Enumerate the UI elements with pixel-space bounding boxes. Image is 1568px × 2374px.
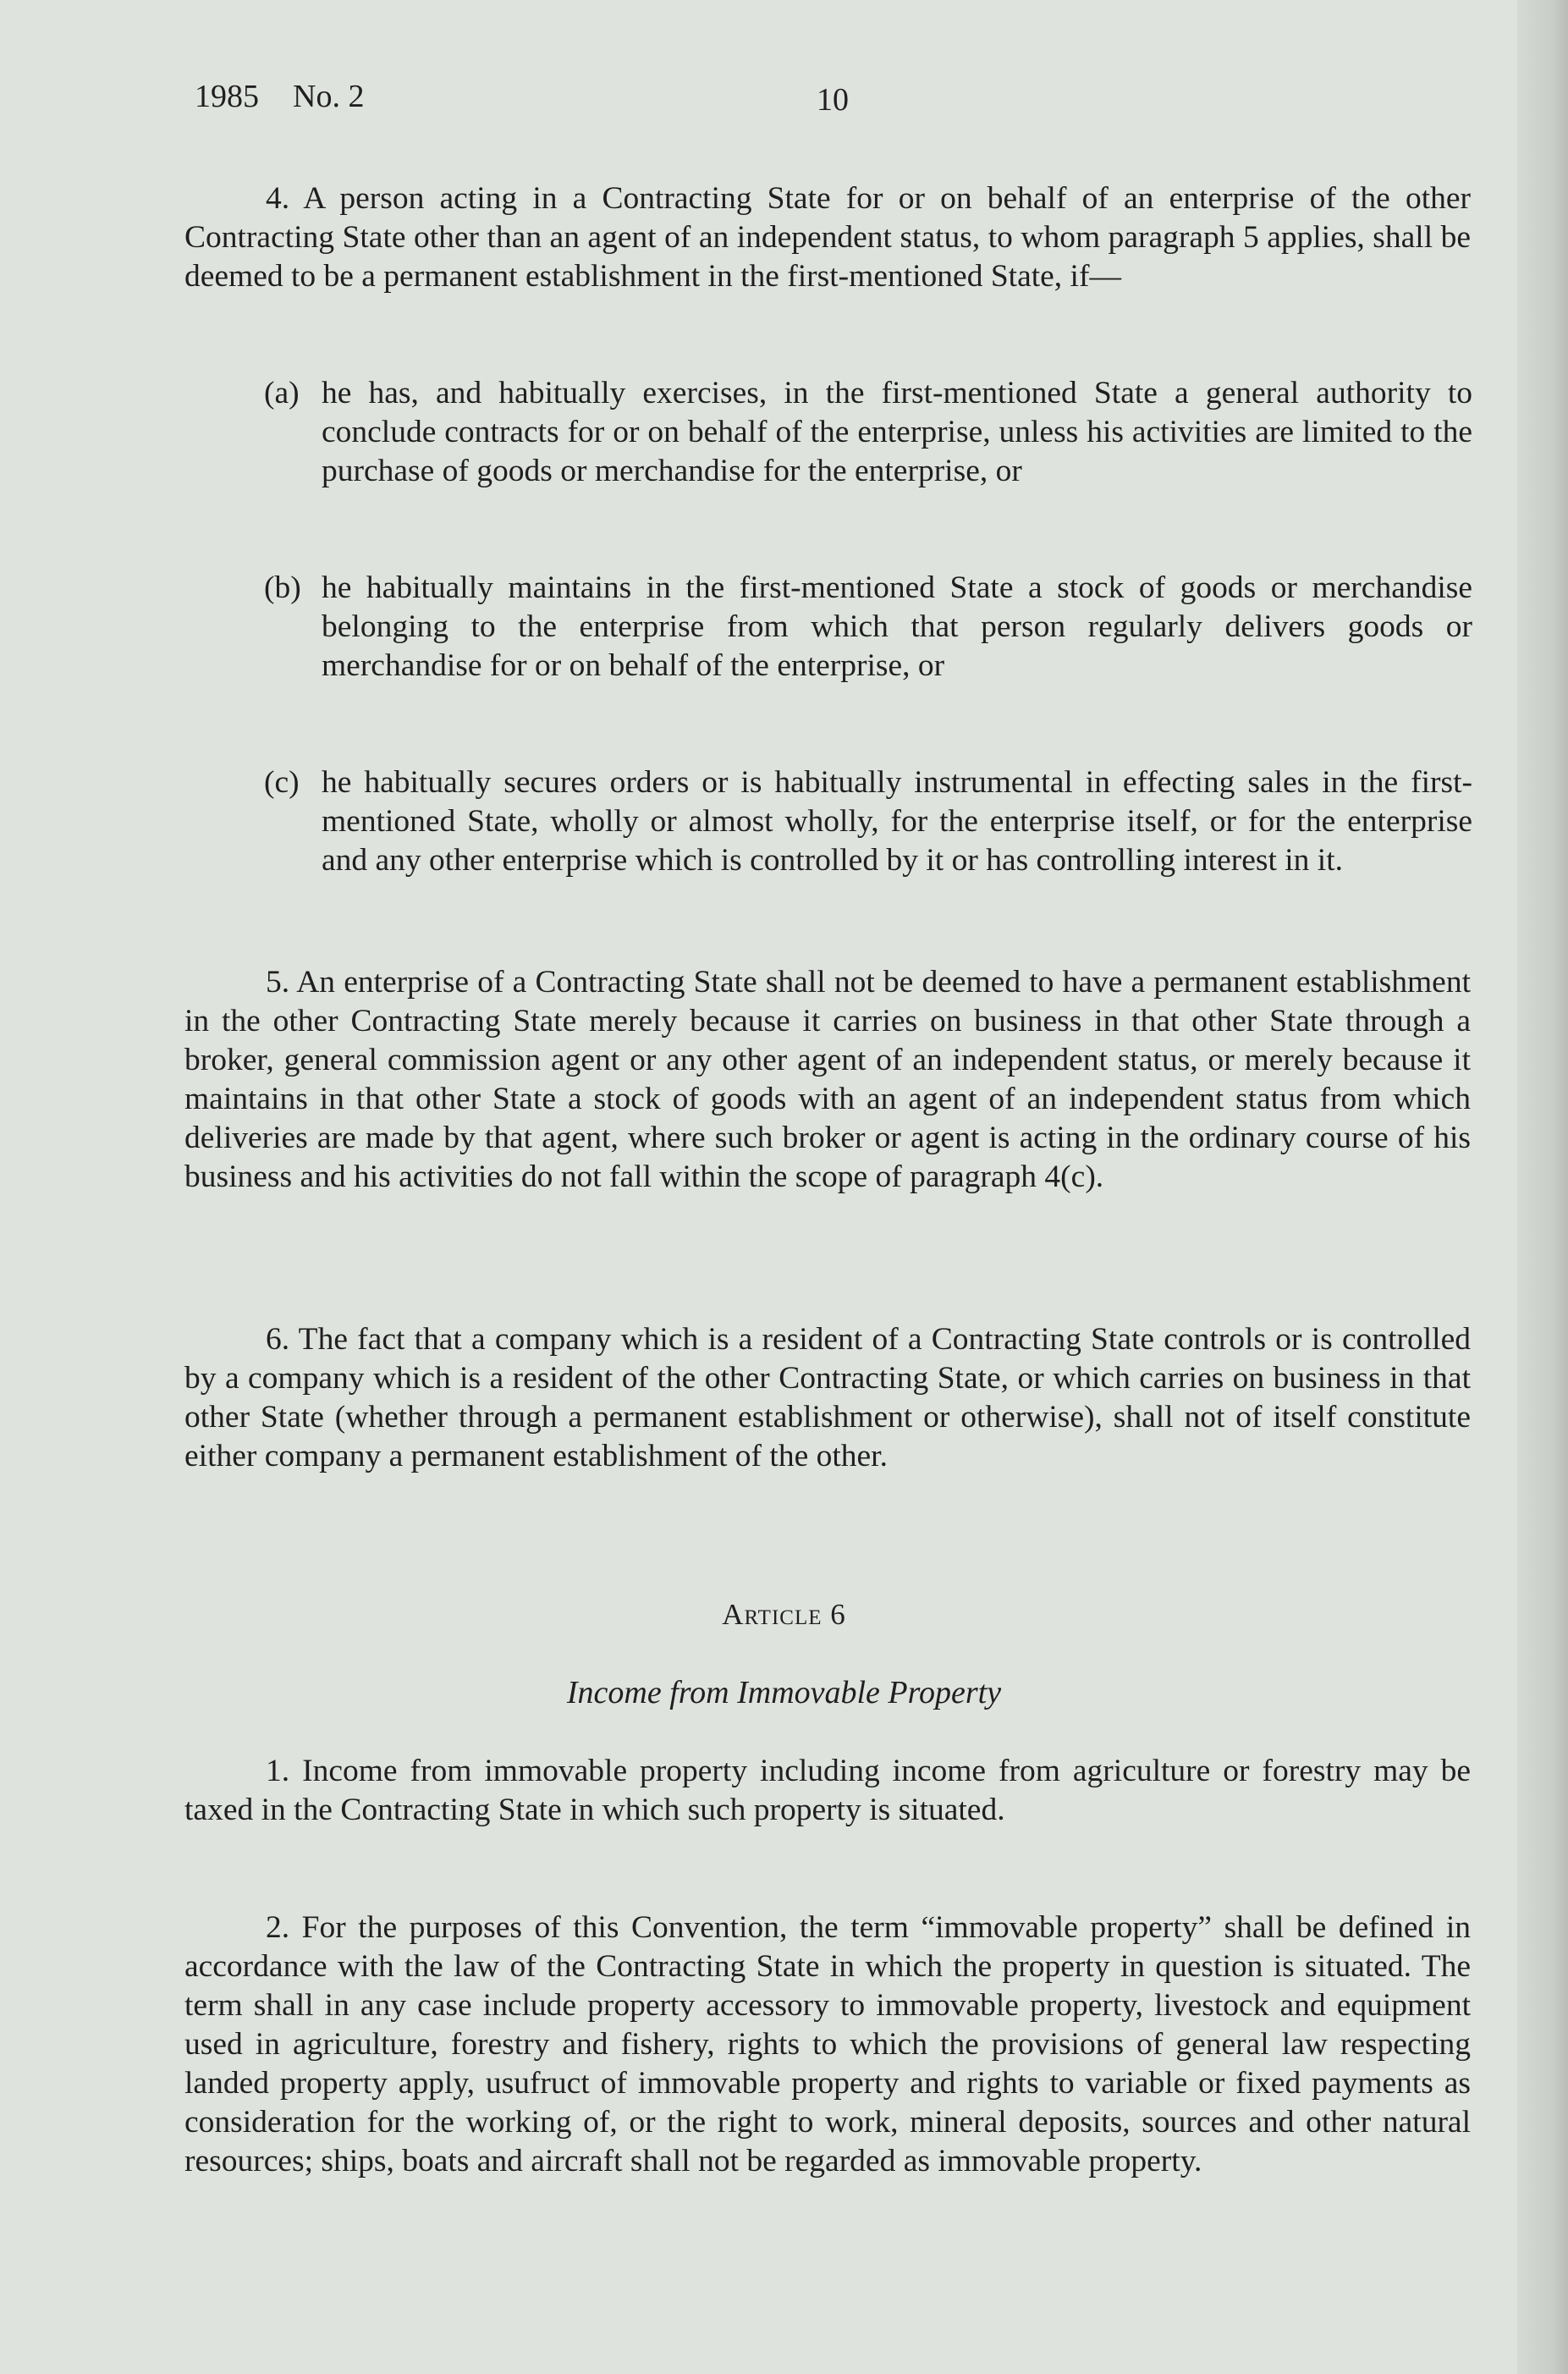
paragraph-5: 5. An enterprise of a Contracting State shall not be deemed to have a permanent establishment in the other Contracting State merely because it carries on business in that other State through a broker, general commission agent or any other agent of an independent status, or merely because it maintains in that other State a stock of goods with an agent of an independent status from which deliveries are made by that agent, where such broker or agent is acting in the ordinary course of his business and his activities do not fall within the scope of paragraph 4(c). [184,965,1471,1194]
page-number: 10 [817,82,849,118]
subparagraph-a-text: he has, and habitually exercises, in the first-mentioned State a general authority to conclude contracts for or on behalf of the enterprise, unless his activities are limited to the purchase of goods or merchandise for the enterprise, or [322,376,1472,488]
subparagraph-c [264,763,1472,880]
article-title: Income from Immovable Property [566,1675,1002,1710]
page-edge-shadow [1517,0,1568,2374]
subparagraph-b-label: (b) [264,570,301,605]
running-header [195,78,364,115]
subparagraph-b-text: he habitually maintains in the first-mentioned State a stock of goods or merchandise belonging to the enterprise from which that person regularly delivers goods or merchandise for or on behalf of the enterprise, or [322,570,1472,683]
paragraph-4: 4. A person acting in a Contracting State for or on behalf of an enterprise of the other Contracting State other than an agent of an independent status, to whom paragraph 5 applies, shall be deemed to be a permanent establishment in the first-mentioned State, if— [184,181,1471,294]
header-year: 1985 [195,79,259,114]
subparagraph-a [264,374,1472,491]
subparagraph-b [264,569,1472,686]
subparagraph-c-text: he habitually secures orders or is habitually instrumental in effecting sales in the first-mentioned State, wholly or almost wholly, for the enterprise itself, or for the enterprise and any other enterprise which is controlled by it or has controlling interest in it. [322,765,1472,878]
header-number: No. 2 [293,79,365,114]
subparagraph-c-label: (c) [264,765,300,800]
paragraph-6: 6. The fact that a company which is a resident of a Contracting State controls or is controlled by a company which is a resident of the other Contracting State, or which carries on business in that other State (whether through a permanent establishment or otherwise), shall not of itself constitute either company a permanent establishment of the other. [184,1322,1471,1473]
article-heading: Article 6 [722,1598,846,1631]
subparagraph-a-label: (a) [264,376,300,410]
article-6-paragraph-2: 2. For the purposes of this Convention, the term “immovable property” shall be defined in accordance with the law of the Contracting State in which the property in question is situated. The term shall in any case include property accessory to immovable property, livestock and equipment used in agriculture, forestry and fishery, rights to which the provisions of general law respecting landed property apply, usufruct of immovable property and rights to variable or fixed payments as consideration for the working of, or the right to work, mineral deposits, sources and other natural resources; ships, boats and aircraft shall not be regarded as immovable property. [184,1910,1471,2178]
article-6-paragraph-1: 1. Income from immovable property including income from agriculture or forestry may be taxed in the Contracting State in which such property is situated. [184,1754,1471,1827]
